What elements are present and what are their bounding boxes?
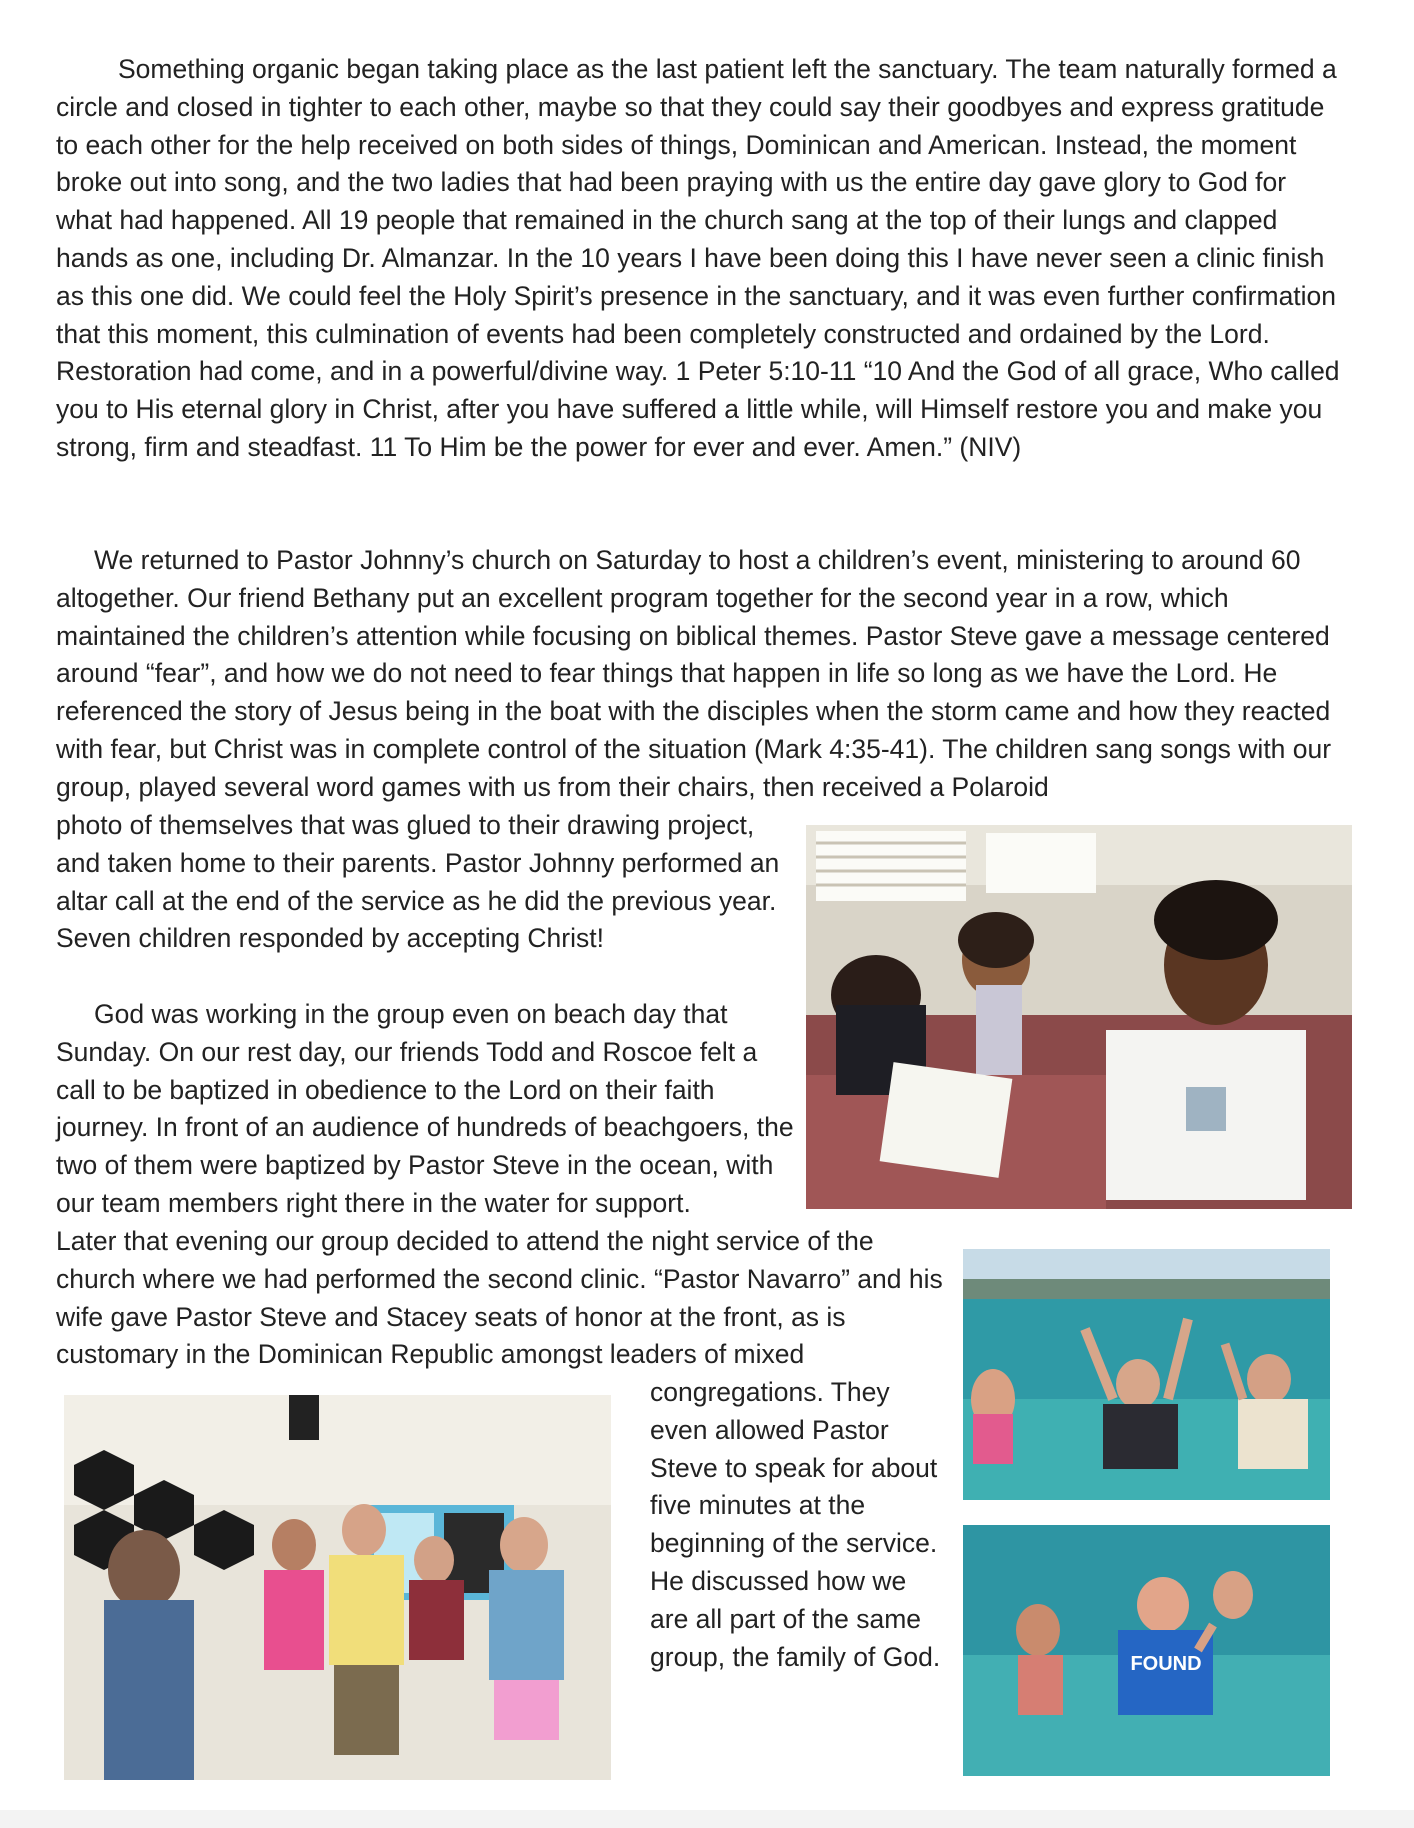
paragraph-clinic-closing: Something organic began taking place as the last patient left the sanctuary. The team naturally formed a circle and closed in tighter to each other, maybe so that they could say their goodbyes and express gratitude to each other for the help received on both sides of things, Dominican and American. Instead, the moment broke out into song, and the two ladies that had been praying with us the entire day gave glory to God for what had happened. All 19 people that remained in the church sang at the top of their lungs and clapped hands as one, including Dr. Almanzar. In the 10 years I have been doing this I have never seen a clinic finish as this one did. We could feel the Holy Spirit’s presence in the sanctuary, and it was even further confirmation that this moment, this culmination of events had been completely constructed and ordained by the Lord. Restoration had come, and in a powerful/divine way. 1 Peter 5:10-11 “10 And the God of all grace, Who called you to His eternal glory in Christ, after you have suffered a little while, will Himself restore you and make you strong, firm and steadfast. 11 To Him be the power for ever and ever. Amen.” (NIV) [56,54,1340,462]
photo-church-service [64,1395,611,1780]
photo-children-event [806,825,1352,1209]
paragraph-children-event-continued: photo of themselves that was glued to their drawing project, and taken home to their parents. Pastor Johnny performed an altar call at the end of the service as he did the previous year. Seven children responded by accepting Christ! [56,810,780,954]
paragraph-night-service: Later that evening our group decided to attend the night service of the church where we had performed the second clinic. “Pastor Navarro” and his wife gave Pastor Steve and Stacey seats of honor at the front, as is customary in the Dominican Republic amongst leaders of mixed [56,1226,943,1370]
paragraph-night-service-end: congregations. They even allowed Pastor Steve to speak for about five minutes at the beginning of the service. He discussed how we are all part of the same group, the family of God. [650,1377,941,1672]
paragraph-children-event: We returned to Pastor Johnny’s church on Saturday to host a children’s event, ministering to around 60 altogether. Our friend Bethany put an excellent program together for the second year in a row, which maintained the children’s attention while focusing on biblical themes. Pastor Steve gave a message centered around “fear”, and how we do not need to fear things that happen in life so long as we have the Lord. He referenced the story of Jesus being in the boat with the disciples when the storm came and how they reacted with fear, but Christ was in complete control of the situation (Mark 4:35-41). The children sang songs with our group, played several word games with us from their chairs, then received a Polaroid [56,545,1332,802]
paragraph-beach-day: God was working in the group even on beach day that Sunday. On our rest day, our friends Todd and Roscoe felt a call to be baptized in obedience to the Lord on their faith journey. In front of an audience of hundreds of beachgoers, the two of them were baptized by Pastor Steve in the ocean, with our team members right there in the water for support. [56,999,794,1218]
shirt-text: FOUND [1130,1653,1202,1675]
photo-baptism-1 [963,1249,1330,1500]
photo-baptism-2 [963,1525,1330,1776]
